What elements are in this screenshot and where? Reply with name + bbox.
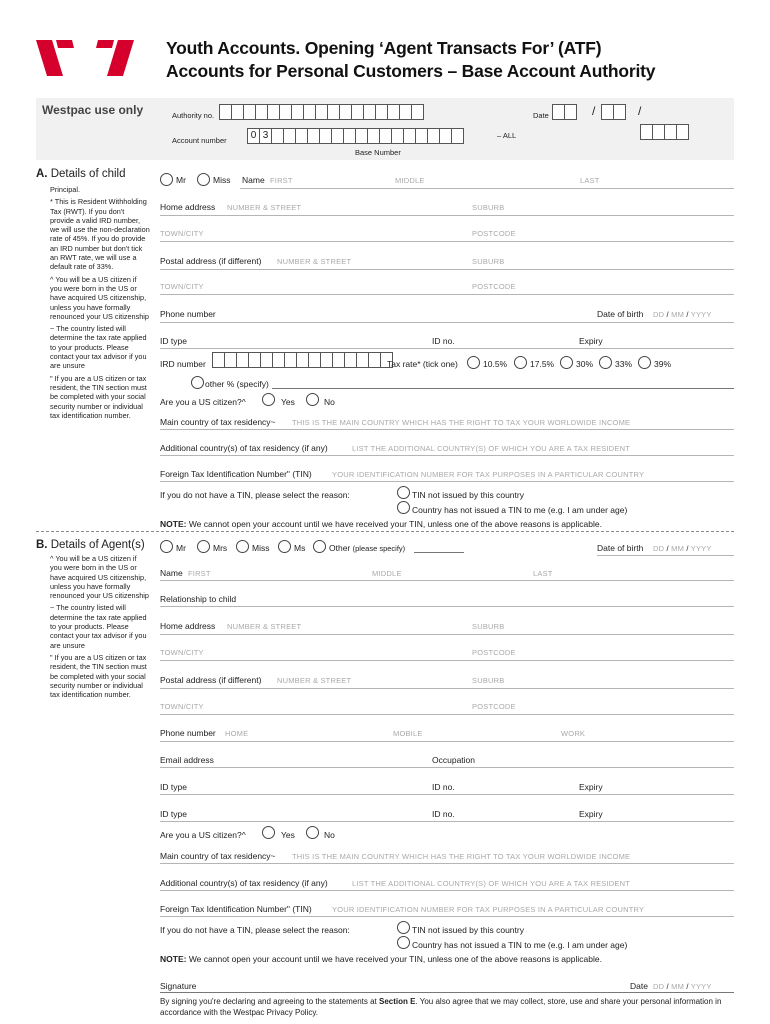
agent-home-town-field[interactable]	[160, 660, 734, 661]
child-id-no-label: ID no.	[432, 336, 455, 346]
agent-ph-last: LAST	[533, 569, 553, 578]
agent-ph-postal-postcode: POSTCODE	[472, 702, 516, 711]
child-main-country-label: Main country of tax residency~	[160, 417, 276, 427]
agent-radio-other[interactable]	[313, 540, 326, 553]
agent-ph-suburb: SUBURB	[472, 622, 505, 631]
child-dob-label: Date of birth	[597, 309, 644, 319]
declaration-text: By signing you're declaring and agreeing to the statements at Section E. You also agree that we may collect, store, use and share your personal information in accordance with the Westpac Privacy Policy.	[160, 997, 722, 1017]
agent-other-title-field[interactable]	[414, 552, 464, 553]
radio-rate-39[interactable]	[638, 356, 651, 369]
section-a-title: A. Details of child	[36, 168, 126, 180]
office-use-heading: Westpac use only	[42, 103, 144, 117]
agent-additional-country-field[interactable]	[160, 890, 734, 891]
signature-date-label: Date	[630, 981, 648, 991]
child-home-town-field[interactable]	[160, 241, 734, 242]
agent-id-field-1[interactable]	[160, 794, 734, 795]
authority-label: Authority no.	[172, 111, 215, 120]
agent-ph-tin: YOUR IDENTIFICATION NUMBER FOR TAX PURPOSES IN A PARTICULAR COUNTRY	[332, 905, 645, 914]
office-date-year[interactable]	[640, 124, 688, 140]
office-date-sep1: /	[592, 104, 596, 118]
radio-rate-17-5[interactable]	[514, 356, 527, 369]
agent-label-other: Other (please specify)	[329, 543, 406, 553]
rate-33: 33%	[615, 359, 633, 369]
agent-additional-country-label: Additional country(s) of tax residency (if any)	[160, 878, 328, 888]
agent-email-label: Email address	[160, 755, 214, 765]
account-number-boxes[interactable]: 0 3	[247, 128, 463, 144]
ph-additional-country: LIST THE ADDITIONAL COUNTRY(S) OF WHICH YOU ARE A TAX RESIDENT	[352, 444, 631, 453]
ph-first: FIRST	[270, 176, 293, 185]
agent-name-label: Name	[160, 568, 183, 578]
radio-rate-33[interactable]	[599, 356, 612, 369]
agent-ph-home: HOME	[225, 729, 249, 738]
agent-label-ms: Ms	[294, 543, 306, 553]
agent-us-yes-label: Yes	[281, 830, 295, 840]
child-phone-label: Phone number	[160, 309, 216, 319]
agent-ph-first: FIRST	[188, 569, 211, 578]
agent-name-field[interactable]	[160, 580, 734, 581]
agent-tin-reason2: Country has not issued a TIN to me (e.g. I am under age)	[412, 940, 628, 950]
child-name-field[interactable]	[240, 188, 734, 189]
agent-postal-town-field[interactable]	[160, 714, 734, 715]
agent-home-address-label: Home address	[160, 621, 216, 631]
section-divider	[36, 531, 734, 532]
agent-expiry-label-2: Expiry	[579, 809, 603, 819]
agent-ph-street: NUMBER & STREET	[227, 622, 302, 631]
agent-expiry-label-1: Expiry	[579, 782, 603, 792]
section-a-notes: Principal. * This is Resident Withholding Tax (RWT). If you don't provide a valid IRD number, we will use the non-declaration rate of 45%. If you do provide an IRD number but don't tick an RWT rate, we will use a default rate of 33%. ^ You will be a US citizen if you were born in the US or have acquired US citizenship, unless you have formally renounced your US citizenship ~ The country listed will determine the tax rate applied to your products. Please contact your tax advisor if you are unsure " If you are a US citizen or tax resident, the TIN section must be completed with your social security number or individual tax identification number.	[50, 185, 150, 420]
ph-town: TOWN/CITY	[160, 229, 204, 238]
agent-main-country-label: Main country of tax residency~	[160, 851, 276, 861]
agent-radio-ms[interactable]	[278, 540, 291, 553]
agent-main-country-field[interactable]	[160, 863, 734, 864]
section-b-notes: ^ You will be a US citizen if you were born in the US or have acquired US citizenship, unless you have formally renounced your US citizenship ~ The country listed will determine the tax rate applied to your products. Please contact your tax advisor if you are unsure " If you are a US citizen or tax resident, the TIN section must be completed with your social security number or individual tax identification number.	[50, 554, 149, 700]
ph-postal-town: TOWN/CITY	[160, 282, 204, 291]
ph-postal-postcode: POSTCODE	[472, 282, 516, 291]
ph-street: NUMBER & STREET	[227, 203, 302, 212]
agent-dob-field[interactable]	[597, 555, 734, 556]
ph-postal-street: NUMBER & STREET	[277, 257, 352, 266]
agent-ph-postcode: POSTCODE	[472, 648, 516, 657]
signature-date-placeholder: DD / MM / YYYY	[653, 982, 712, 991]
radio-rate-10-5[interactable]	[467, 356, 480, 369]
agent-postal-field[interactable]	[160, 688, 734, 689]
agent-ph-postal-street: NUMBER & STREET	[277, 676, 352, 685]
agent-home-address-field[interactable]	[160, 634, 734, 635]
agent-ph-town: TOWN/CITY	[160, 648, 204, 657]
rate-30: 30%	[576, 359, 594, 369]
child-us-no-label: No	[324, 397, 335, 407]
ird-label: IRD number	[160, 359, 206, 369]
agent-tin-reason1: TIN not issued by this country	[412, 925, 524, 935]
ph-main-country: THIS IS THE MAIN COUNTRY WHICH HAS THE RIGHT TO TAX YOUR WORLDWIDE INCOME	[292, 418, 631, 427]
office-date-month[interactable]	[601, 104, 625, 120]
ph-postal-suburb: SUBURB	[472, 257, 505, 266]
child-radio-us-no[interactable]	[306, 393, 319, 406]
child-additional-country-label: Additional country(s) of tax residency (if any)	[160, 443, 328, 453]
agent-ph-postal-town: TOWN/CITY	[160, 702, 204, 711]
radio-rate-30[interactable]	[560, 356, 573, 369]
agent-note: NOTE: We cannot open your account until we have received your TIN, unless one of the above reasons is applicable.	[160, 954, 602, 964]
other-rate-field[interactable]	[272, 388, 734, 389]
authority-number-boxes[interactable]	[219, 104, 423, 120]
label-mr: Mr	[176, 175, 186, 185]
agent-phone-field[interactable]	[160, 741, 734, 742]
child-tin-reason1: TIN not issued by this country	[412, 490, 524, 500]
child-dob-placeholder: DD / MM / YYYY	[653, 310, 712, 319]
ph-tin: YOUR IDENTIFICATION NUMBER FOR TAX PURPOSES IN A PARTICULAR COUNTRY	[332, 470, 645, 479]
child-id-type-label: ID type	[160, 336, 187, 346]
radio-miss[interactable]	[197, 173, 210, 186]
agent-radio-mrs[interactable]	[197, 540, 210, 553]
child-us-yes-label: Yes	[281, 397, 295, 407]
agent-ph-middle: MIDDLE	[372, 569, 402, 578]
child-note: NOTE: We cannot open your account until we have received your TIN, unless one of the above reasons is applicable.	[160, 519, 602, 529]
agent-radio-tin-reason1[interactable]	[397, 921, 410, 934]
agent-occupation-label: Occupation	[432, 755, 475, 765]
child-postal-label: Postal address (if different)	[160, 256, 262, 266]
child-no-tin-label: If you do not have a TIN, please select the reason:	[160, 490, 350, 500]
agent-dob-label: Date of birth	[597, 543, 644, 553]
agent-radio-us-no[interactable]	[306, 826, 319, 839]
agent-postal-label: Postal address (if different)	[160, 675, 262, 685]
child-name-label: Name	[242, 175, 265, 185]
tax-rate-label: Tax rate* (tick one)	[387, 359, 458, 369]
agent-ph-postal-suburb: SUBURB	[472, 676, 505, 685]
agent-label-mrs: Mrs	[213, 543, 228, 553]
child-tin-field[interactable]	[160, 481, 734, 482]
child-home-address-field[interactable]	[160, 215, 734, 216]
agent-radio-miss[interactable]	[236, 540, 249, 553]
signature-field[interactable]	[160, 992, 734, 993]
agent-us-citizen-label: Are you a US citizen?^	[160, 830, 246, 840]
agent-ph-additional-country: LIST THE ADDITIONAL COUNTRY(S) OF WHICH YOU ARE A TAX RESIDENT	[352, 879, 631, 888]
ird-number-boxes[interactable]	[212, 352, 392, 368]
agent-phone-label: Phone number	[160, 728, 216, 738]
agent-us-no-label: No	[324, 830, 335, 840]
account-number-label: Account number	[172, 136, 227, 145]
section-b-title: B. Details of Agent(s)	[36, 539, 145, 551]
radio-mr[interactable]	[160, 173, 173, 186]
agent-radio-us-yes[interactable]	[262, 826, 275, 839]
all-suffix: – ALL	[497, 131, 517, 140]
radio-rate-other[interactable]	[191, 376, 204, 389]
child-expiry-label: Expiry	[579, 336, 603, 346]
child-postal-field[interactable]	[160, 269, 734, 270]
base-number-label: Base Number	[355, 148, 401, 157]
label-miss: Miss	[213, 175, 231, 185]
agent-radio-tin-reason2[interactable]	[397, 936, 410, 949]
rate-10-5: 10.5%	[483, 359, 508, 369]
agent-email-field[interactable]	[160, 767, 734, 768]
agent-id-type-label-2: ID type	[160, 809, 187, 819]
other-rate-label: other % (specify)	[205, 379, 269, 389]
agent-no-tin-label: If you do not have a TIN, please select the reason:	[160, 925, 350, 935]
child-home-address-label: Home address	[160, 202, 216, 212]
child-tin-label: Foreign Tax Identification Number" (TIN)	[160, 469, 312, 479]
child-phone-field[interactable]	[160, 322, 734, 323]
westpac-logo	[36, 40, 134, 76]
office-date-label: Date	[533, 111, 549, 120]
agent-radio-mr[interactable]	[160, 540, 173, 553]
relationship-field[interactable]	[160, 606, 734, 607]
agent-ph-mobile: MOBILE	[393, 729, 423, 738]
child-radio-tin-reason2[interactable]	[397, 501, 410, 514]
child-main-country-field[interactable]	[160, 429, 734, 430]
ph-middle: MIDDLE	[395, 176, 425, 185]
agent-ph-main-country: THIS IS THE MAIN COUNTRY WHICH HAS THE RIGHT TO TAX YOUR WORLDWIDE INCOME	[292, 852, 631, 861]
relationship-label: Relationship to child	[160, 594, 237, 604]
agent-ph-work: WORK	[561, 729, 586, 738]
agent-id-field-2[interactable]	[160, 821, 734, 822]
child-id-field[interactable]	[160, 348, 734, 349]
child-us-citizen-label: Are you a US citizen?^	[160, 397, 246, 407]
child-tin-reason2: Country has not issued a TIN to me (e.g. I am under age)	[412, 505, 628, 515]
agent-dob-placeholder: DD / MM / YYYY	[653, 544, 712, 553]
child-radio-tin-reason1[interactable]	[397, 486, 410, 499]
ph-postcode: POSTCODE	[472, 229, 516, 238]
rate-39: 39%	[654, 359, 672, 369]
agent-id-no-label-1: ID no.	[432, 782, 455, 792]
rate-17-5: 17.5%	[530, 359, 555, 369]
signature-label: Signature	[160, 981, 197, 991]
office-date-sep2: /	[638, 104, 642, 118]
child-additional-country-field[interactable]	[160, 455, 734, 456]
child-postal-town-field[interactable]	[160, 294, 734, 295]
page-title: Youth Accounts. Opening ‘Agent Transacts For’ (ATF) Accounts for Personal Customers – Base Account Authority	[166, 38, 656, 81]
child-radio-us-yes[interactable]	[262, 393, 275, 406]
ph-suburb: SUBURB	[472, 203, 505, 212]
agent-label-miss: Miss	[252, 543, 270, 553]
agent-id-type-label-1: ID type	[160, 782, 187, 792]
agent-id-no-label-2: ID no.	[432, 809, 455, 819]
agent-tin-field[interactable]	[160, 916, 734, 917]
office-date-day[interactable]	[552, 104, 576, 120]
ph-last: LAST	[580, 176, 600, 185]
agent-tin-label: Foreign Tax Identification Number" (TIN)	[160, 904, 312, 914]
agent-label-mr: Mr	[176, 543, 186, 553]
